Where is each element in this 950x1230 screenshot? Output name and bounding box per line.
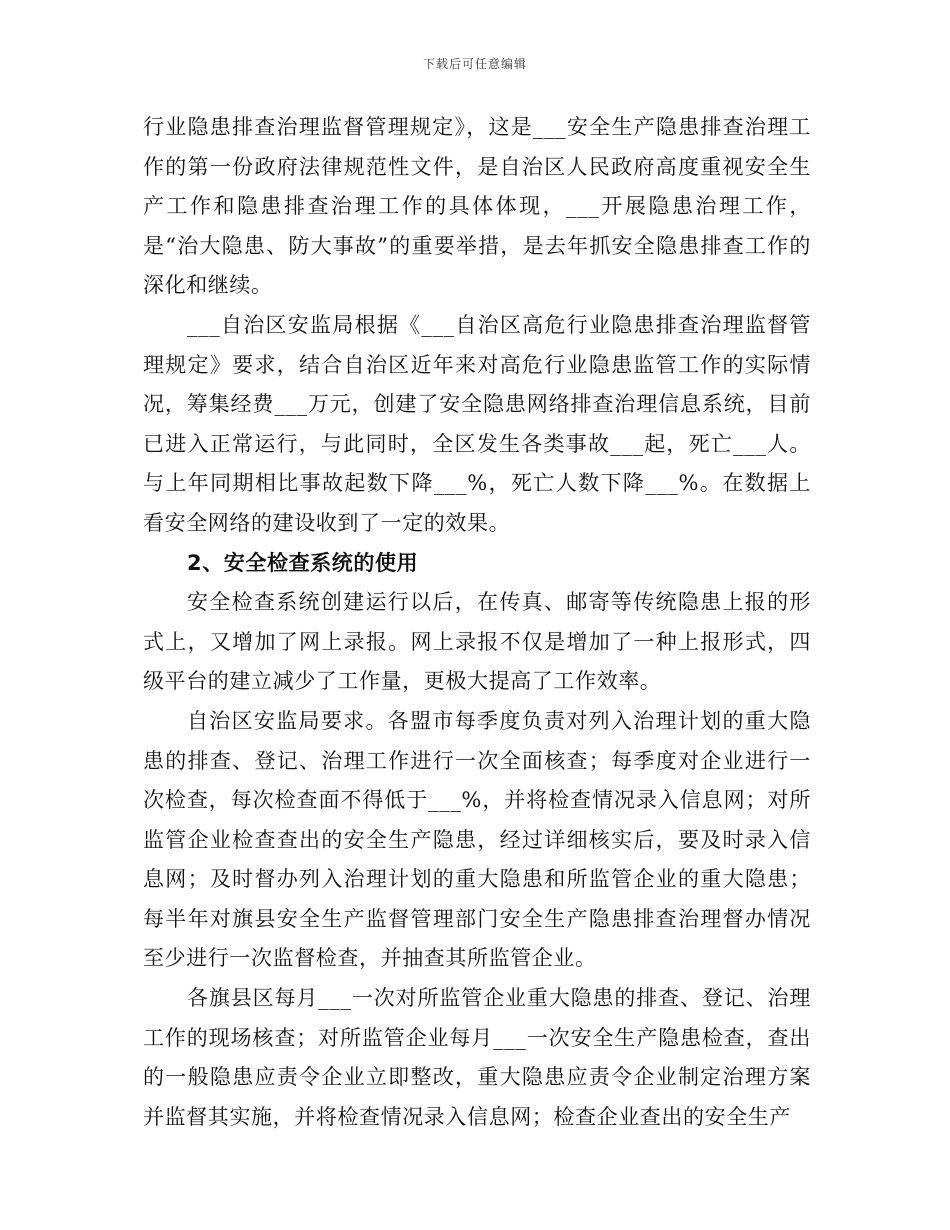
paragraph-3: 安全检查系统创建运行以后，在传真、邮寄等传统隐患上报的形式上，又增加了网上录报。网上录报不仅是增加了一种上报形式，四级平台的建立减少了工作量，更极大提高了工作效率。: [143, 590, 811, 694]
section-heading: 2、安全检查系统的使用: [187, 550, 419, 575]
paragraph-1: 行业隐患排查治理监督管理规定》，这是___安全生产隐患排查治理工作的第一份政府法律规范性文件，是自治区人民政府高度重视安全生产工作和隐患排查治理工作的具体体现，___开展隐患治理工作，是“治大隐患、防大事故”的重要举措，是去年抓安全隐患排查工作的深化和继续。: [143, 115, 811, 298]
paragraph-2: ___自治区安监局根据《___自治区高危行业隐患排查治理监督管理规定》要求，结合自治区近年来对高危行业隐患监管工作的实际情况，筹集经费___万元，创建了安全隐患网络排查治理信息系统，目前已进入正常运行，与此同时，全区发生各类事故___起，死亡___人。与上年同期相比事故起数下降___%，死亡人数下降___%。在数据上看安全网络的建设收到了一定的效果。: [143, 312, 811, 535]
paragraph-4: 自治区安监局要求。各盟市每季度负责对列入治理计划的重大隐患的排查、登记、治理工作进行一次全面核查；每季度对企业进行一次检查，每次检查面不得低于___%，并将检查情况录入信息网；对所监管企业检查查出的安全生产隐患，经过详细核实后，要及时录入信息网；及时督办列入治理计划的重大隐患和所监管企业的重大隐患；每半年对旗县安全生产监督管理部门安全生产隐患排查治理督办情况至少进行一次监督检查，并抽查其所监管企业。: [143, 708, 811, 971]
header-note: 下载后可任意编辑: [422, 57, 527, 71]
paragraph-5: 各旗县区每月___一次对所监管企业重大隐患的排查、登记、治理工作的现场核查；对所监管企业每月___一次安全生产隐患检查，查出的一般隐患应责令企业立即整改，重大隐患应责令企业制定治理方案并监督其实施，并将检查情况录入信息网；检查企业查出的安全生产: [143, 986, 811, 1129]
document-body: [143, 108, 811, 1137]
